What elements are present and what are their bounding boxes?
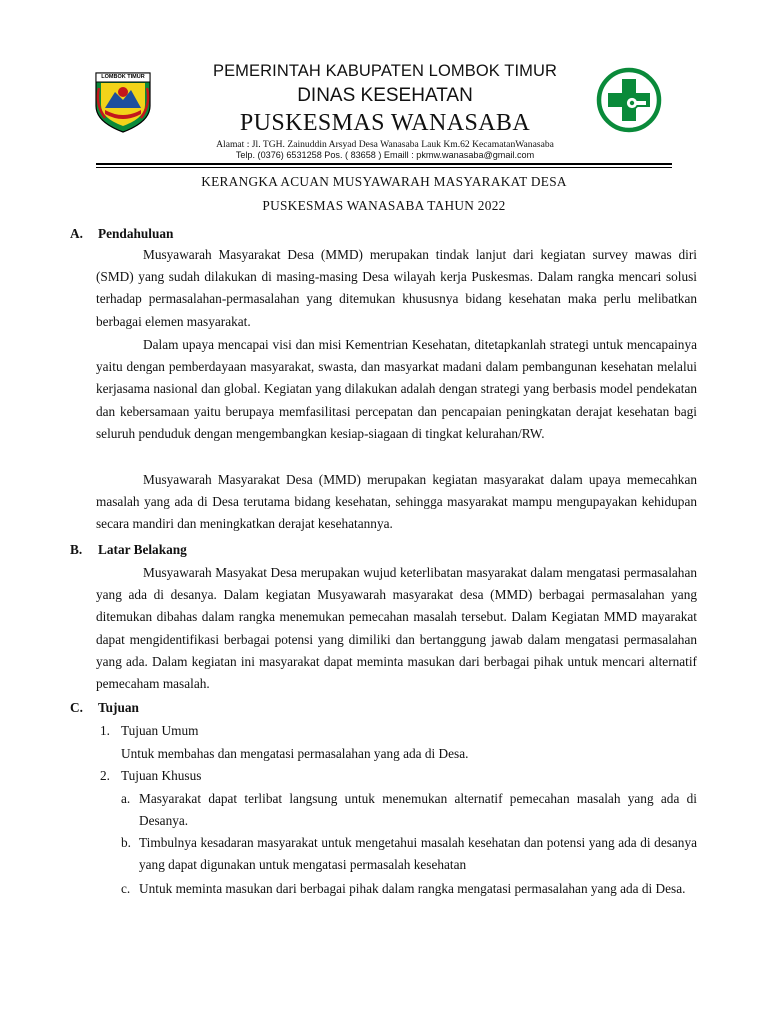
letterhead-department: DINAS KESEHATAN (297, 85, 473, 106)
sub-item-text: Untuk meminta masukan dari berbagai pihak dalam rangka mengatasi permasalahan yang ada di Desa. (139, 881, 686, 896)
letterhead-puskesmas: PUSKESMAS WANASABA (239, 110, 531, 136)
sub-item-letter: a. (121, 791, 131, 806)
lombok-timur-emblem (91, 70, 155, 134)
letterhead-rule-thin (96, 167, 672, 168)
section-b-title: Latar Belakang (98, 542, 187, 557)
section-a-letter: A. (70, 226, 83, 241)
tujuan-khusus-label: Tujuan Khusus (121, 768, 202, 783)
section-a-paragraph-2: Dalam upaya mencapai visi dan misi Kementrian Kesehatan, ditetapkanlah strategi untuk mencapainya yaitu dengan pemberdayaan masyarakat, swasta, dan masyarkat madani dalam pembangunan kesehatan melalui kerjasama nasional dan global. Kegiatan yang dilakukan adalah dengan strategi yang berbasis model pendekatan dan kebersamaan yaitu berupaya memfasilitasi percepatan dan pencapaian peningkatan derajat kesehatan bagi seluruh penduduk dengan mengembangkan kesiap-siagaan di tingkat kelurahan/RW. (96, 337, 697, 441)
document-title-line2: PUSKESMAS WANASABA TAHUN 2022 (262, 198, 506, 213)
section-a-title: Pendahuluan (98, 226, 174, 241)
tujuan-umum-text: Untuk membahas dan mengatasi permasalahan yang ada di Desa. (121, 746, 469, 761)
sub-item-letter: c. (121, 881, 131, 896)
tujuan-khusus-number: 2. (100, 768, 110, 783)
tujuan-umum-number: 1. (100, 723, 110, 738)
section-b-paragraph-1: Musyawarah Masyakat Desa merupakan wujud keterlibatan masyarakat dalam mengatasi permasalahan yang ada di desanya. Dalam kegiatan Musyawarah masyarakat desa (MMD) berbagai permasalahan yang ditemukan dibahas dalam rangka menemukan pemecahan masalah tersebut. Dalam Kegiatan MMD mayarakat dapat mengidentifikasi berbagai potensi yang dimiliki dan bertanggung jawab dalam mengatasi permasalahan yang ada. Dalam kegiatan ini masyarakat dapat meminta masukan dari berbagai pihak untuk mencari alternatif pemecaham masalah. (96, 565, 697, 692)
letterhead-rule-thick (96, 163, 672, 165)
document-title-line1: KERANGKA ACUAN MUSYAWARAH MASYARAKAT DESA (201, 174, 567, 189)
tujuan-khusus-item-b (121, 832, 697, 877)
tujuan-khusus-item-c (121, 878, 697, 900)
section-c-letter: C. (70, 700, 83, 715)
letterhead-contact: Telp. (0376) 6531258 Pos. ( 83658 ) Emaill : pkmw.wanasaba@gmail.com (235, 150, 535, 160)
letterhead-government: PEMERINTAH KABUPATEN LOMBOK TIMUR (212, 62, 558, 80)
section-c-heading (70, 700, 139, 716)
emblem-label: LOMBOK TIMUR (101, 74, 145, 80)
section-a-paragraph-3: Musyawarah Masyarakat Desa (MMD) merupakan kegiatan masyarakat dalam upaya memecahkan masalah yang ada di Desa terutama bidang kesehatan, sehingga masyarakat mampu mengupayakan kehidupan secara mandiri dan meningkatkan derajat kesehatannya. (96, 472, 697, 532)
section-c-title: Tujuan (98, 700, 139, 715)
letterhead-address: Alamat : Jl. TGH. Zainuddin Arsyad Desa Wanasaba Lauk Km.62 KecamatanWanasaba (216, 139, 554, 150)
section-b-heading (70, 542, 187, 558)
sub-item-text: Timbulnya kesadaran masyarakat untuk mengetahui masalah kesehatan dan potensi yang ada di desanya yang dapat digunakan untuk mengatasi permasalah kesehatan (139, 835, 697, 873)
puskesmas-logo (596, 67, 662, 133)
tujuan-umum-label: Tujuan Umum (121, 723, 199, 738)
sub-item-letter: b. (121, 835, 131, 850)
sub-item-text: Masyarakat dapat terlibat langsung untuk menemukan alternatif pemecahan masalah yang ada di Desanya. (139, 791, 697, 829)
section-b-letter: B. (70, 542, 83, 557)
tujuan-khusus-item-a (121, 788, 697, 833)
section-a-heading (70, 226, 173, 242)
section-a-paragraph-1: Musyawarah Masyarakat Desa (MMD) merupakan tindak lanjut dari kegiatan survey mawas diri (SMD) yang sudah dilakukan di masing-masing Desa wilayah kerja Puskesmas. Dalam rangka mencari solusi terhadap permasalahan-permasalahan yang ditemukan khususnya bidang kesehatan maka perlu melibatkan berbagai elemen masyarakat. (96, 247, 697, 329)
